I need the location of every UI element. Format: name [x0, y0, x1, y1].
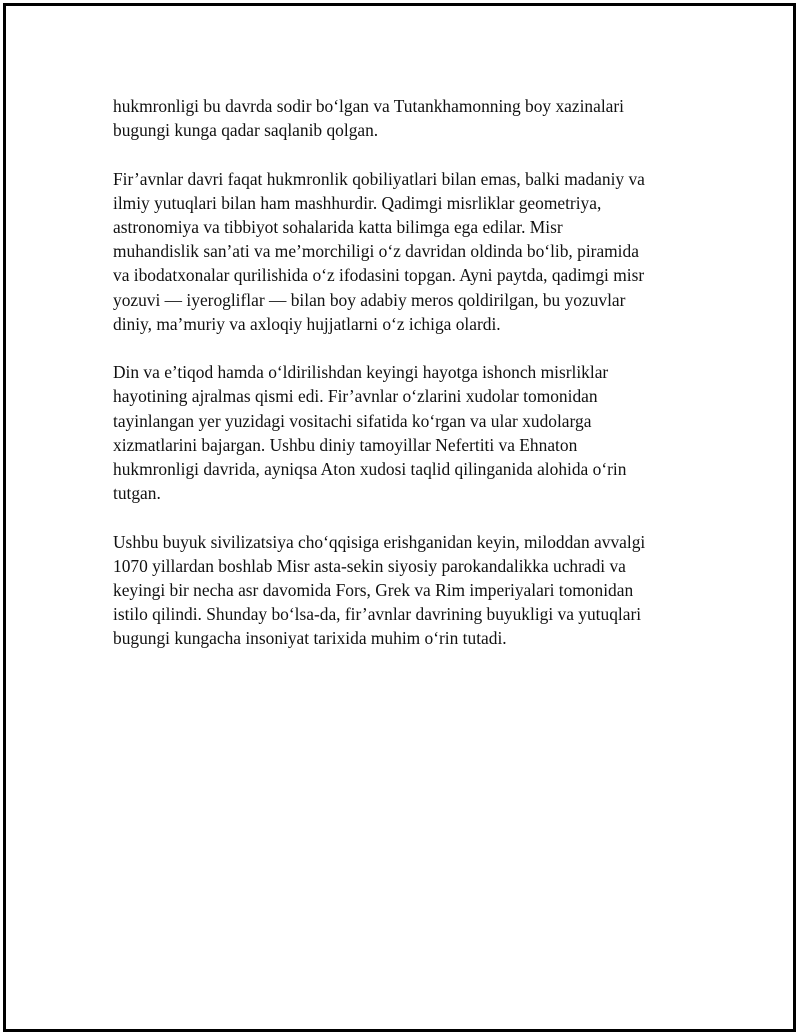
paragraph-1: hukmronligi bu davrda sodir bo‘lgan va Tutankhamonning boy xazinalari bugungi kunga qadar saqlanib qolgan.: [113, 96, 625, 141]
paragraph-3: Din va e’tiqod hamda o‘ldirilishdan keyingi hayotga ishonch misrliklar hayotining ajralmas qismi edi. Fir’avnlar o‘zlarini xudolar tomonidan tayinlangan yer yuzidagi vositachi sifatida ko‘rgan va ular xudolarga xizmatlarini bajargan. Ushbu diniy tamoyillar Nefertiti va Ehnaton hukmronligi davrida, ayniqsa Aton xudosi taqlid qilinganida alohida o‘rin tutgan.: [113, 362, 627, 504]
paragraph-4: Ushbu buyuk sivilizatsiya cho‘qqisiga erishganidan keyin, miloddan avvalgi 1070 yillardan boshlab Misr asta-sekin siyosiy parokandalikka uchradi va keyingi bir necha asr davomida Fors, Grek va Rim imperiyalari tomonidan istilo qilindi. Shunday bo‘lsa-da, fir’avnlar davrining buyukligi va yutuqlari bugungi kungacha insoniyat tarixida muhim o‘rin tutadi.: [113, 531, 646, 649]
paragraph-2: Fir’avnlar davri faqat hukmronlik qobiliyatlari bilan emas, balki madaniy va ilmiy yutuqlari bilan ham mashhurdir. Qadimgi misrliklar geometriya, astronomiya va tibbiyot sohalarida katta bilimga ega edilar. Misr muhandislik san’ati va me’morchiligi o‘z davridan oldinda bo‘lib, piramida va ibodatxonalar qurilishida o‘z ifodasini topgan. Ayni paytda, qadimgi misr yozuvi — iyerogliflar — bilan boy adabiy meros qoldirilgan, bu yozuvlar diniy, ma’muriy va axloqiy hujjatlarni o‘z ichiga olardi.: [113, 168, 645, 334]
document-body: [113, 94, 693, 675]
